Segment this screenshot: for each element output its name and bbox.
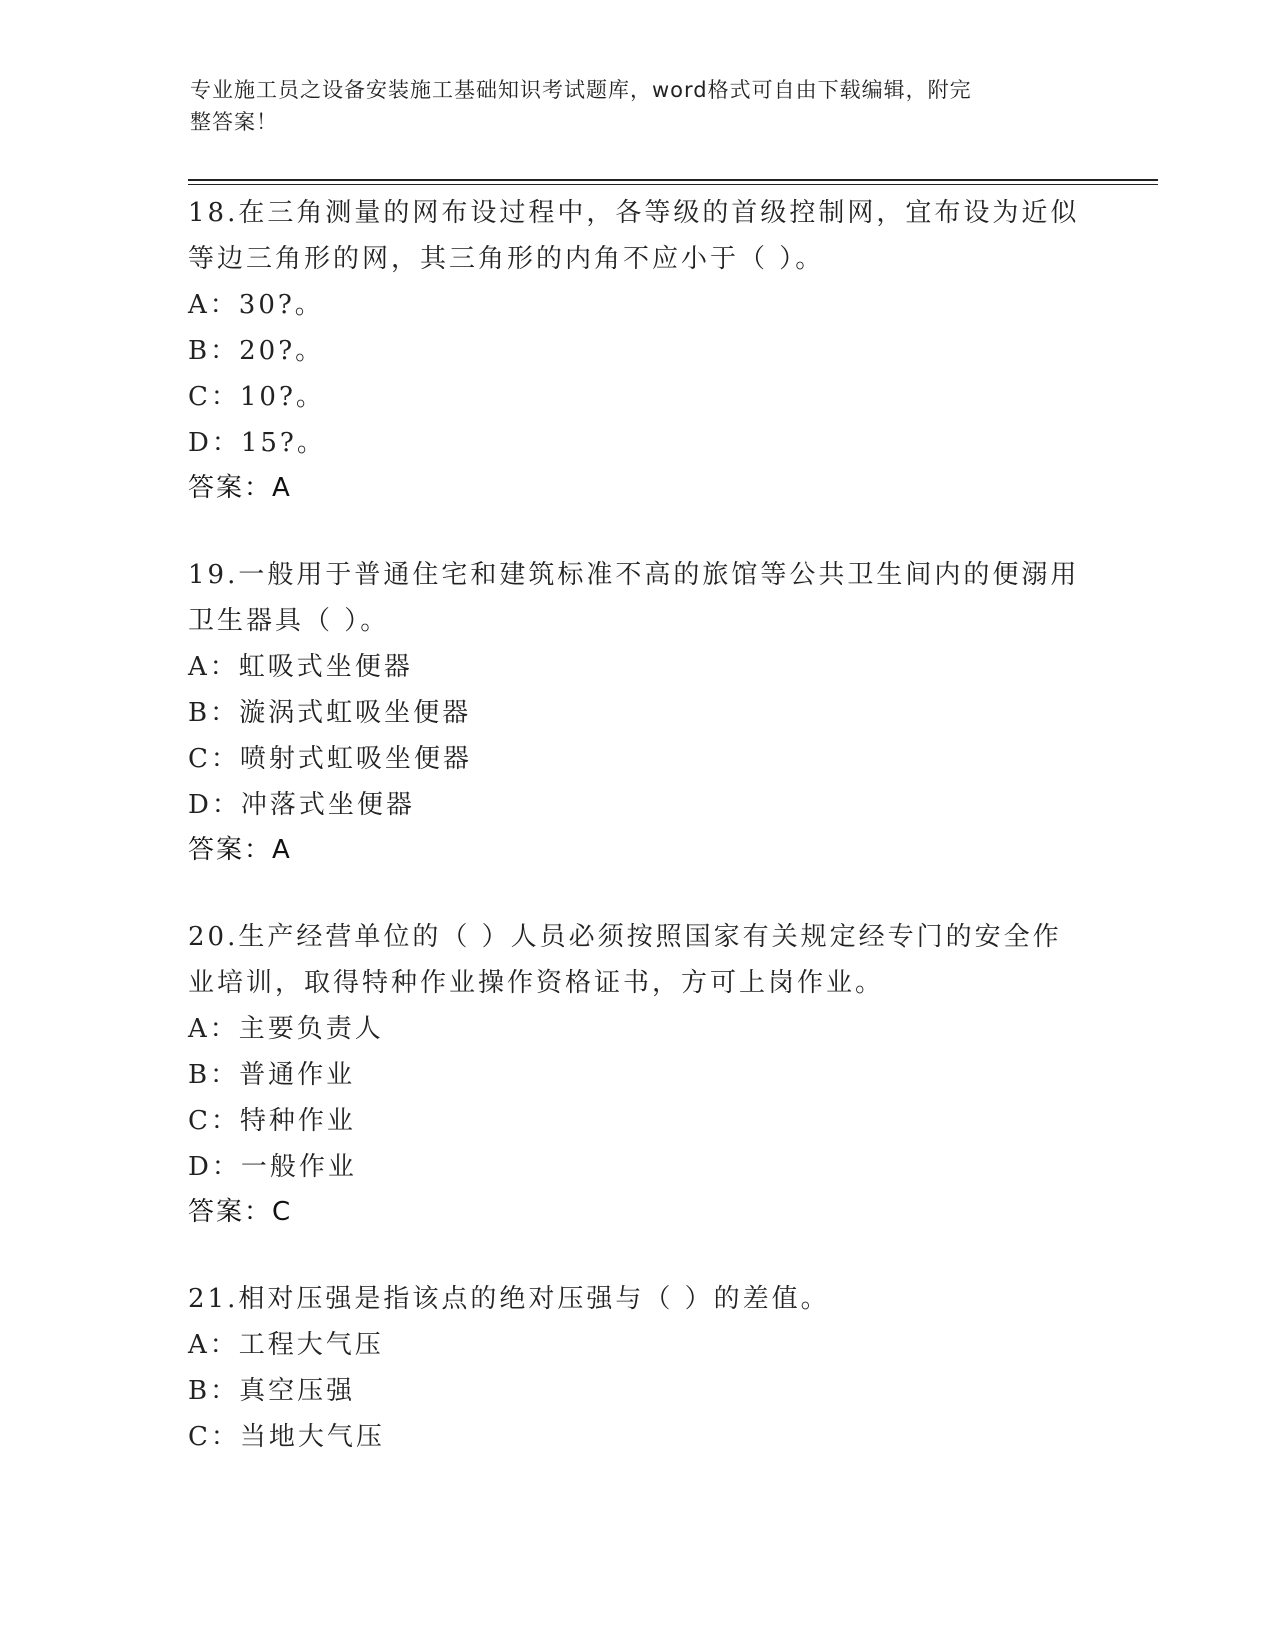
- question-stem-line: 业培训，取得特种作业操作资格证书，方可上岗作业。: [188, 968, 885, 998]
- option-d: D：冲落式坐便器: [188, 790, 415, 820]
- question-stem-line: 等边三角形的网，其三角形的内角不应小于（ ）。: [188, 244, 825, 274]
- question-18: [188, 190, 1088, 510]
- header-divider-thin: [188, 184, 1158, 185]
- question-stem-line: 21.相对压强是指该点的绝对压强与（ ）的差值。: [188, 1284, 830, 1314]
- option-b: B：20?。: [188, 336, 325, 366]
- option-a: A：虹吸式坐便器: [188, 652, 413, 682]
- question-stem-line: 19.一般用于普通住宅和建筑标准不高的旅馆等公共卫生间内的便溺用: [188, 560, 1080, 590]
- option-a: A：主要负责人: [188, 1014, 384, 1044]
- option-b: B：真空压强: [188, 1376, 356, 1406]
- question-stem-line: 卫生器具（ ）。: [188, 606, 390, 636]
- option-d: D：15?。: [188, 428, 326, 458]
- question-stem-line: 20.生产经营单位的（ ）人员必须按照国家有关规定经专门的安全作: [188, 922, 1062, 952]
- option-b: B：普通作业: [188, 1060, 356, 1090]
- header-line-1: 专业施工员之设备安装施工基础知识考试题库，word格式可自由下载编辑，附完: [190, 78, 972, 102]
- question-stem-line: 18.在三角测量的网布设过程中，各等级的首级控制网，宜布设为近似: [188, 198, 1080, 228]
- header-line-2: 整答案！: [190, 110, 278, 134]
- option-a: A：30?。: [188, 290, 324, 320]
- option-c: C：特种作业: [188, 1106, 356, 1136]
- option-d: D：一般作业: [188, 1152, 357, 1182]
- answer-line: 答案：A: [188, 835, 292, 865]
- answer-line: 答案：C: [188, 1197, 293, 1227]
- option-c: C：10?。: [188, 382, 325, 412]
- question-19: [188, 552, 1088, 872]
- option-c: C：当地大气压: [188, 1422, 385, 1452]
- option-a: A：工程大气压: [188, 1330, 384, 1360]
- question-21: [188, 1276, 1088, 1460]
- option-b: B：漩涡式虹吸坐便器: [188, 698, 472, 728]
- question-20: [188, 914, 1088, 1234]
- answer-line: 答案：A: [188, 473, 292, 503]
- option-c: C：喷射式虹吸坐便器: [188, 744, 472, 774]
- question-list: [188, 190, 1088, 1502]
- document-header: [190, 74, 1090, 138]
- header-divider-thick: [188, 179, 1158, 181]
